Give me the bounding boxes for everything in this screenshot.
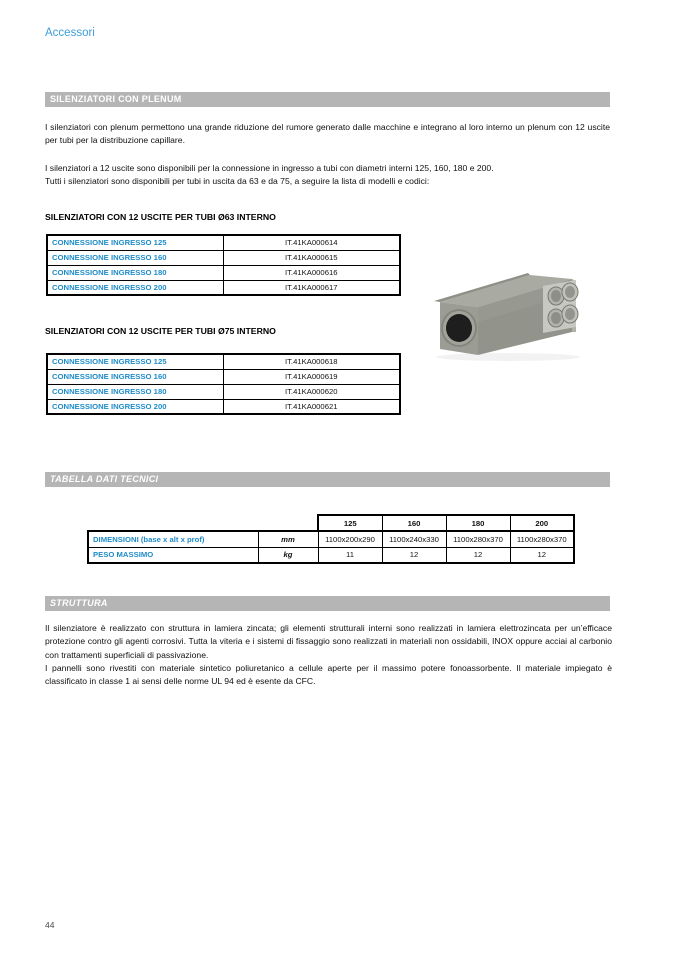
section-bar-label: STRUTTURA	[50, 598, 108, 608]
page-header-title: Accessori	[45, 27, 95, 39]
unit-cell: mm	[258, 531, 318, 547]
connection-label: CONNESSIONE INGRESSO 125	[47, 235, 223, 250]
product-code: IT.41KA000616	[223, 265, 400, 280]
row-label: PESO MASSIMO	[88, 547, 258, 563]
value-cell: 1100x240x330	[382, 531, 446, 547]
table-row	[47, 280, 400, 295]
row-label: DIMENSIONI (base x alt x prof)	[88, 531, 258, 547]
column-header: 125	[318, 515, 382, 531]
product-code: IT.41KA000618	[223, 354, 400, 369]
product-code: IT.41KA000614	[223, 235, 400, 250]
intro-paragraph-2-line1: I silenziatori a 12 uscite sono disponibili per la connessione in ingresso a tubi con diametri interni 125, 160, 180 e 200.	[45, 163, 494, 173]
table-row	[47, 354, 400, 369]
value-cell: 11	[318, 547, 382, 563]
product-code: IT.41KA000619	[223, 369, 400, 384]
intro-paragraph-2	[45, 162, 610, 189]
column-header: 200	[510, 515, 574, 531]
value-cell: 1100x280x370	[510, 531, 574, 547]
section-bar-tabella-dati-tecnici	[45, 472, 610, 487]
value-cell: 12	[446, 547, 510, 563]
connection-label: CONNESSIONE INGRESSO 200	[47, 280, 223, 295]
column-header: 160	[382, 515, 446, 531]
column-header: 180	[446, 515, 510, 531]
struttura-paragraph-2: I pannelli sono rivestiti con materiale sintetico poliuretanico a cellule aperte per il massimo potere fonoassorbente. Il materiale impiegato è classificato in classe 1 ai sensi delle norme UL 94 ed è esente da CFC.	[45, 662, 612, 687]
value-cell: 1100x200x290	[318, 531, 382, 547]
table-row	[47, 235, 400, 250]
connection-label: CONNESSIONE INGRESSO 200	[47, 399, 223, 414]
section-bar-silenziatori-con-plenum	[45, 92, 610, 107]
product-code: IT.41KA000615	[223, 250, 400, 265]
technical-data-table	[87, 514, 575, 564]
connection-label: CONNESSIONE INGRESSO 180	[47, 384, 223, 399]
page-number: 44	[45, 920, 55, 930]
unit-cell: kg	[258, 547, 318, 563]
section-bar-label: TABELLA DATI TECNICI	[50, 474, 159, 484]
table-row	[88, 547, 574, 563]
table-row	[47, 369, 400, 384]
product-code: IT.41KA000621	[223, 399, 400, 414]
connection-label: CONNESSIONE INGRESSO 160	[47, 369, 223, 384]
intro-paragraph-2-line2: Tutti i silenziatori sono disponibili per tubi in uscita da 63 e da 75, a seguire la lista di modelli e codici:	[45, 176, 430, 187]
table63-title: SILENZIATORI CON 12 USCITE PER TUBI Ø63 INTERNO	[45, 212, 276, 222]
table-row	[47, 265, 400, 280]
value-cell: 12	[382, 547, 446, 563]
table-header-row	[88, 515, 574, 531]
value-cell: 1100x280x370	[446, 531, 510, 547]
codes-table-63	[46, 234, 401, 296]
product-code: IT.41KA000617	[223, 280, 400, 295]
table75-title: SILENZIATORI CON 12 USCITE PER TUBI Ø75 INTERNO	[45, 326, 276, 336]
section-bar-struttura	[45, 596, 610, 611]
section-bar-label: SILENZIATORI CON PLENUM	[50, 94, 182, 104]
table-row	[47, 399, 400, 414]
table-row	[88, 531, 574, 547]
empty-cell	[88, 515, 258, 531]
value-cell: 12	[510, 547, 574, 563]
table-row	[47, 250, 400, 265]
intro-paragraph-1: I silenziatori con plenum permettono una grande riduzione del rumore generato dalle macchine e integrano al loro interno un plenum con 12 uscite per tubi per la distribuzione capillare.	[45, 122, 610, 146]
connection-label: CONNESSIONE INGRESSO 125	[47, 354, 223, 369]
product-code: IT.41KA000620	[223, 384, 400, 399]
connection-label: CONNESSIONE INGRESSO 180	[47, 265, 223, 280]
struttura-paragraph-1: Il silenziatore è realizzato con struttura in lamiera zincata; gli elementi strutturali interni sono realizzati in lamiera elettrozincata per un’efficace protezione contro gli agenti corrosivi. Tutta la viteria e i sistemi di fissaggio sono realizzati in materiali non ossidabili, INOX oppure acciai al carbonio con trattamenti superficiali di passivazione.	[45, 623, 612, 660]
connection-label: CONNESSIONE INGRESSO 160	[47, 250, 223, 265]
struttura-text-block	[45, 622, 612, 688]
empty-cell	[258, 515, 318, 531]
table-row	[47, 384, 400, 399]
silencer-product-image	[430, 250, 615, 365]
codes-table-75	[46, 353, 401, 415]
